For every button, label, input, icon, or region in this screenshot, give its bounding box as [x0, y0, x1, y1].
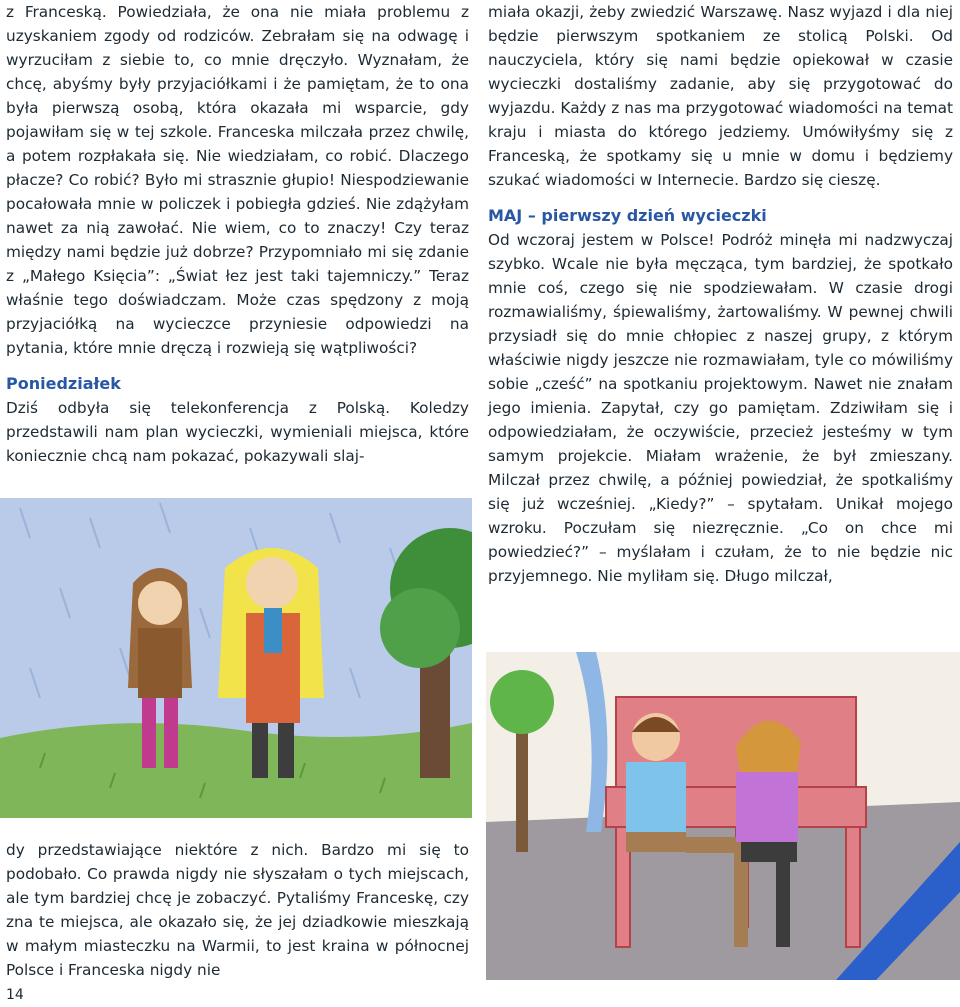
left-column-bottom [6, 838, 469, 982]
illustration-two-girls [0, 498, 472, 818]
page-number: 14 [6, 987, 24, 1003]
monday-paragraph: Dziś odbyła się telekonferencja z Polską. Koledzy przedstawili nam plan wycieczki, wymieniali miejsca, które koniecznie chcą nam pokazać, pokazywali slaj- [6, 399, 469, 465]
right-column [488, 0, 953, 588]
may-paragraph: Od wczoraj jestem w Polsce! Podróż minęła mi nadzwyczaj szybko. Wcale nie była męcząca, tym bardziej, że spotkało mnie coś, czego się nie spodziewałam. W czasie drogi rozmawialiśmy, śpiewaliśmy, żartowaliśmy. W pewnej chwili przysiadł się do mnie chłopiec z naszej grupy, z którym właściwie nigdy jeszcze nie rozmawiałam, tyle co mówiliśmy sobie „cześć” na spotkaniu projektowym. Nawet nie znałam jego imienia. Zapytał, czy go pamiętam. Zdziwiłam się i odpowiedziałam, że oczywiście, przecież jesteśmy w tym samym projekcie. Miałam wrażenie, że był zmieszany. Milczał przez chwilę, a później powiedział, że spotkaliśmy się już wcześniej. „Kiedy?” – spytałam. Unikał mojego wzroku. Poczułam się niezręcznie. „Co on chce mi powiedzieć?” – myślałam i czułam, że to nie będzie nic przyjemnego. Nie myliłam się. Długo milczał, [488, 231, 953, 585]
left-bottom-paragraph: dy przedstawiające niektóre z nich. Bardzo mi się to podobało. Co prawda nigdy nie słyszałam o tych miejscach, ale tym bardziej chcę je zobaczyć. Pytaliśmy Franceskę, czy zna te miejsca, ale okazało się, że jej dziadkowie mieszkają w małym miasteczku na Warmii, to jest kraina w północnej Polsce i Franceska nigdy nie [6, 841, 469, 979]
left-column-top [6, 0, 469, 468]
left-top-paragraph: z Franceską. Powiedziała, że ona nie miała problemu z uzyskaniem zgody od rodziców. Zebrałam się na odwagę i wyrzuciłam z siebie to, co mnie dręczyło. Wyznałam, że chcę, abyśmy były przyjaciółkami i że pamiętam, że to ona była pierwszą osobą, która okazała mi wsparcie, gdy pojawiłam się w tej szkole. Franceska milczała przez chwilę, a potem rozpłakała się. Nie wiedziałam, co robić. Dlaczego płacze? Co robić? Było mi strasznie głupio! Niespodziewanie pocałowała mnie w policzek i pobiegła gdzieś. Nie zdążyłam nawet za nią zawołać. Nie wiem, co to znaczy! Czy teraz między nami będzie już dobrze? Przypomniało mi się zdanie z „Małego Księcia”: „Świat łez jest taki tajemniczy.” Teraz właśnie tego doświadczam. Może czas spędzony z moją przyjaciółką na wycieczce przyniesie odpowiedzi na pytania, które mnie dręczą i rozwieją się wątpliwości? [6, 3, 469, 357]
right-top-paragraph: miała okazji, żeby zwiedzić Warszawę. Nasz wyjazd i dla niej będzie pierwszym spotkaniem ze stolicą Polski. Od nauczyciela, który się nami będzie opiekował w czasie wycieczki dostaliśmy zadanie, aby się przygotować do wyjazdu. Każdy z nas ma przygotować wiadomości na temat kraju i miasta do którego jedziemy. Umówiłyśmy się z Franceską, że spotkamy się u mnie w domu i będziemy szukać wiadomości w Internecie. Bardzo się cieszę. [488, 3, 953, 189]
may-heading: MAJ – pierwszy dzień wycieczki [488, 206, 767, 225]
monday-heading: Poniedziałek [6, 374, 121, 393]
illustration-bench-couple [486, 652, 960, 980]
